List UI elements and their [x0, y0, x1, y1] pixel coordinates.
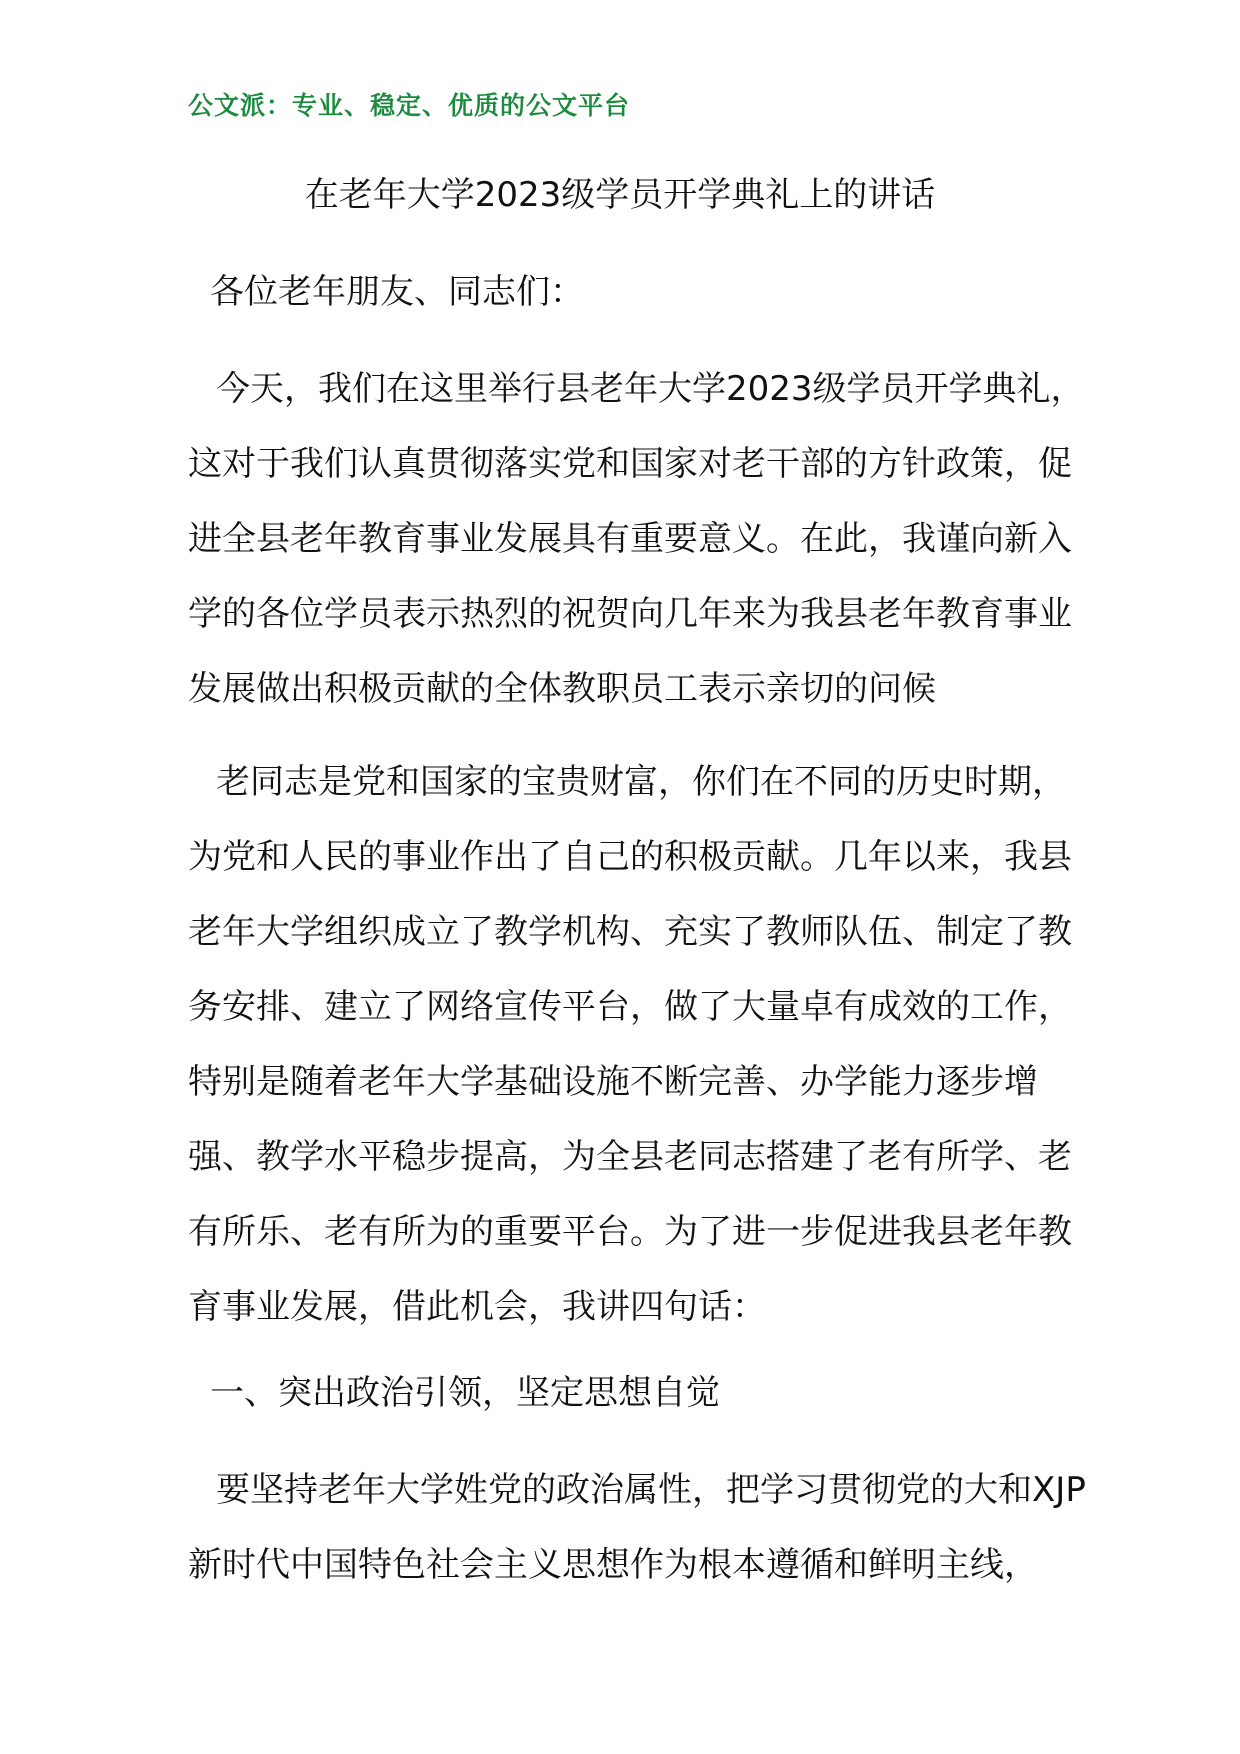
- section-heading-1: 一、突出政治引领，坚定思想自觉: [210, 1373, 720, 1413]
- salutation: 各位老年朋友、同志们：: [210, 272, 584, 312]
- document-body: [188, 262, 1088, 1621]
- paragraph-3: 要坚持老年大学姓党的政治属性，把学习贯彻党的大和XJP新时代中国特色社会主义思想作为根本遵循和鲜明主线，: [188, 1470, 1086, 1585]
- paragraph-1: 今天，我们在这里举行县老年大学2023级学员开学典礼，这对于我们认真贯彻落实党和国家对老干部的方针政策，促进全县老年教育事业发展具有重要意义。在此，我谨向新入学的各位学员表示热烈的祝贺向几年来为我县老年教育事业发展做出积极贡献的全体教职员工表示亲切的问候: [188, 369, 1085, 709]
- header-brand: 公文派：专业、稳定、优质的公文平台: [188, 91, 631, 120]
- document-title: 在老年大学2023级学员开学典礼上的讲话: [304, 175, 936, 215]
- paragraph-2: 老同志是党和国家的宝贵财富，你们在不同的历史时期，为党和人民的事业作出了自己的积极贡献。几年以来，我县老年大学组织成立了教学机构、充实了教师队伍、制定了教务安排、建立了网络宣传平台，做了大量卓有成效的工作，特别是随着老年大学基础设施不断完善、办学能力逐步增强、教学水平稳步提高，为全县老同志搭建了老有所学、老有所乐、老有所为的重要平台。为了进一步促进我县老年教育事业发展，借此机会，我讲四句话：: [188, 762, 1072, 1327]
